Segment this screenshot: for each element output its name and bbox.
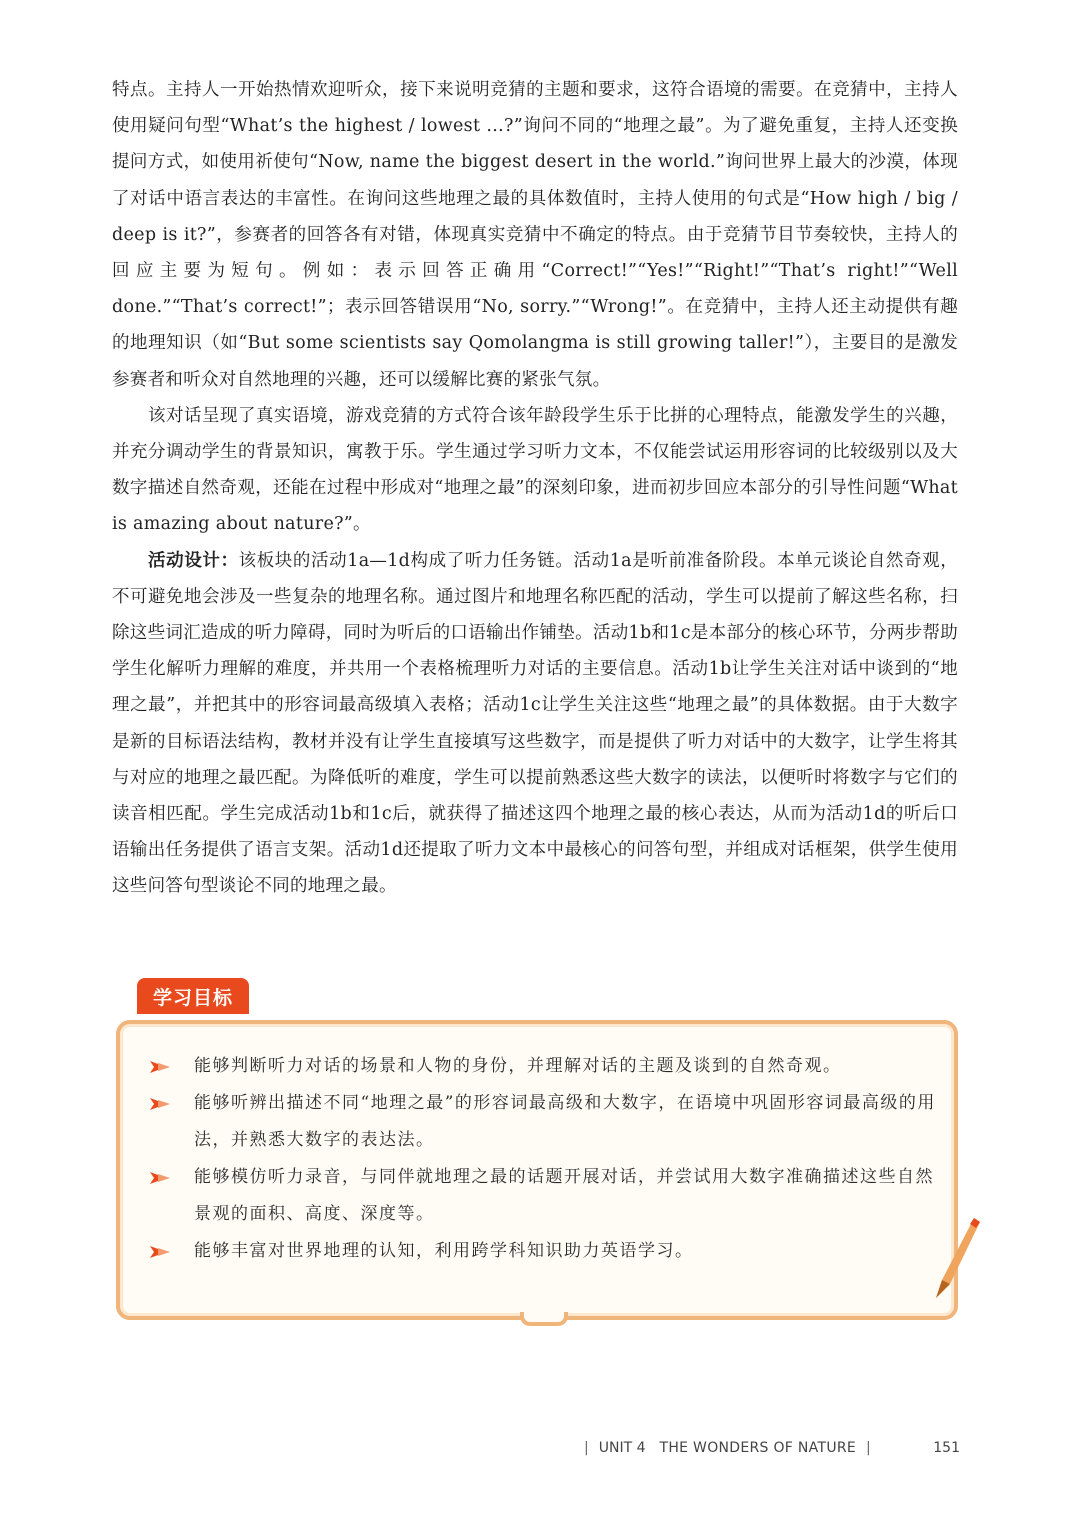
goal-item <box>148 1159 938 1233</box>
learning-goals-tab: 学习目标 <box>137 978 249 1014</box>
page-footer <box>584 1436 960 1460</box>
arrow-bullet-icon <box>150 1245 172 1259</box>
goal-text: 能够听辨出描述不同“地理之最”的形容词最高级和大数字，在语境中巩固形容词最高级的用法，并熟悉大数字的表达法。 <box>194 1093 936 1150</box>
arrow-bullet-icon <box>150 1060 172 1074</box>
goal-item <box>148 1048 938 1085</box>
goal-item <box>148 1233 938 1270</box>
body-text <box>112 72 958 905</box>
footer-separator: | <box>584 1440 589 1456</box>
goal-text: 能够丰富对世界地理的认知，利用跨学科知识助力英语学习。 <box>194 1241 694 1261</box>
goal-item <box>148 1085 938 1159</box>
paragraph-1: 特点。主持人一开始热情欢迎听众，接下来说明竞猜的主题和要求，这符合语境的需要。在竞猜中，主持人使用疑问句型“What’s the highest / lowest ...?”询问不同的“地理之最”。为了避免重复，主持人还变换提问方式，如使用祈使句“Now, name the biggest desert in the world.”询问世界上最大的沙漠，体现了对话中语言表达的丰富性。在询问这些地理之最的具体数值时，主持人使用的句式是“How high / big / deep is it?”，参赛者的回答各有对错，体现真实竞猜中不确定的特点。由于竞猜节目节奏较快，主持人的回应主要为短句。例如：表示回答正确用“Correct!”“Yes!”“Right!”“That’s right!”“Well done.”“That’s correct!”；表示回答错误用“No, sorry.”“Wrong!”。在竞猜中，主持人还主动提供有趣的地理知识（如“But some scientists say Qomolangma is still growing taller!”），主要目的是激发参赛者和听众对自然地理的兴趣，还可以缓解比赛的紧张气氛。 <box>112 80 958 390</box>
arrow-bullet-icon <box>150 1097 172 1111</box>
paragraph-3-text: 该板块的活动1a—1d构成了听力任务链。活动1a是听前准备阶段。本单元谈论自然奇观，不可避免地会涉及一些复杂的地理名称。通过图片和地理名称匹配的活动，学生可以提前了解这些名称，扫除这些词汇造成的听力障碍，同时为听后的口语输出作铺垫。活动1b和1c是本部分的核心环节，分两步帮助学生化解听力理解的难度，并共用一个表格梳理听力对话的主要信息。活动1b让学生关注对话中谈到的“地理之最”，并把其中的形容词最高级填入表格；活动1c让学生关注这些“地理之最”的具体数据。由于大数字是新的目标语法结构，教材并没有让学生直接填写这些数字，而是提供了听力对话中的大数字，让学生将其与对应的地理之最匹配。为降低听的难度，学生可以提前熟悉这些大数字的读法，以便听时将数字与它们的读音相匹配。学生完成活动1b和1c后，就获得了描述这四个地理之最的核心表达，从而为活动1d的听后口语输出任务提供了语言支架。活动1d还提取了听力文本中最核心的问答句型，并组成对话框架，供学生使用这些问答句型谈论不同的地理之最。 <box>112 550 958 897</box>
pencil-icon <box>920 1214 980 1304</box>
paragraph-2: 该对话呈现了真实语境，游戏竞猜的方式符合该年龄段学生乐于比拼的心理特点，能激发学生的兴趣，并充分调动学生的背景知识，寓教于乐。学生通过学习听力文本，不仅能尝试运用形容词的比较级别以及大数字描述自然奇观，还能在过程中形成对“地理之最”的深刻印象，进而初步回应本部分的引导性问题“What is amazing about nature?”。 <box>112 405 958 535</box>
footer-unit-title: THE WONDERS OF NATURE <box>659 1440 857 1456</box>
learning-goals-list <box>148 1048 938 1270</box>
page-number: 151 <box>933 1440 960 1456</box>
footer-separator: | <box>866 1440 871 1456</box>
paragraph-3 <box>112 543 958 905</box>
goal-text: 能够判断听力对话的场景和人物的身份，并理解对话的主题及谈到的自然奇观。 <box>194 1056 842 1076</box>
footer-unit: UNIT 4 <box>598 1440 646 1456</box>
arrow-bullet-icon <box>150 1171 172 1185</box>
goal-text: 能够模仿听力录音，与同伴就地理之最的话题开展对话，并尝试用大数字准确描述这些自然景观的面积、高度、深度等。 <box>194 1167 934 1224</box>
paragraph-3-lead: 活动设计： <box>148 550 239 571</box>
frame-notch <box>520 1312 568 1326</box>
